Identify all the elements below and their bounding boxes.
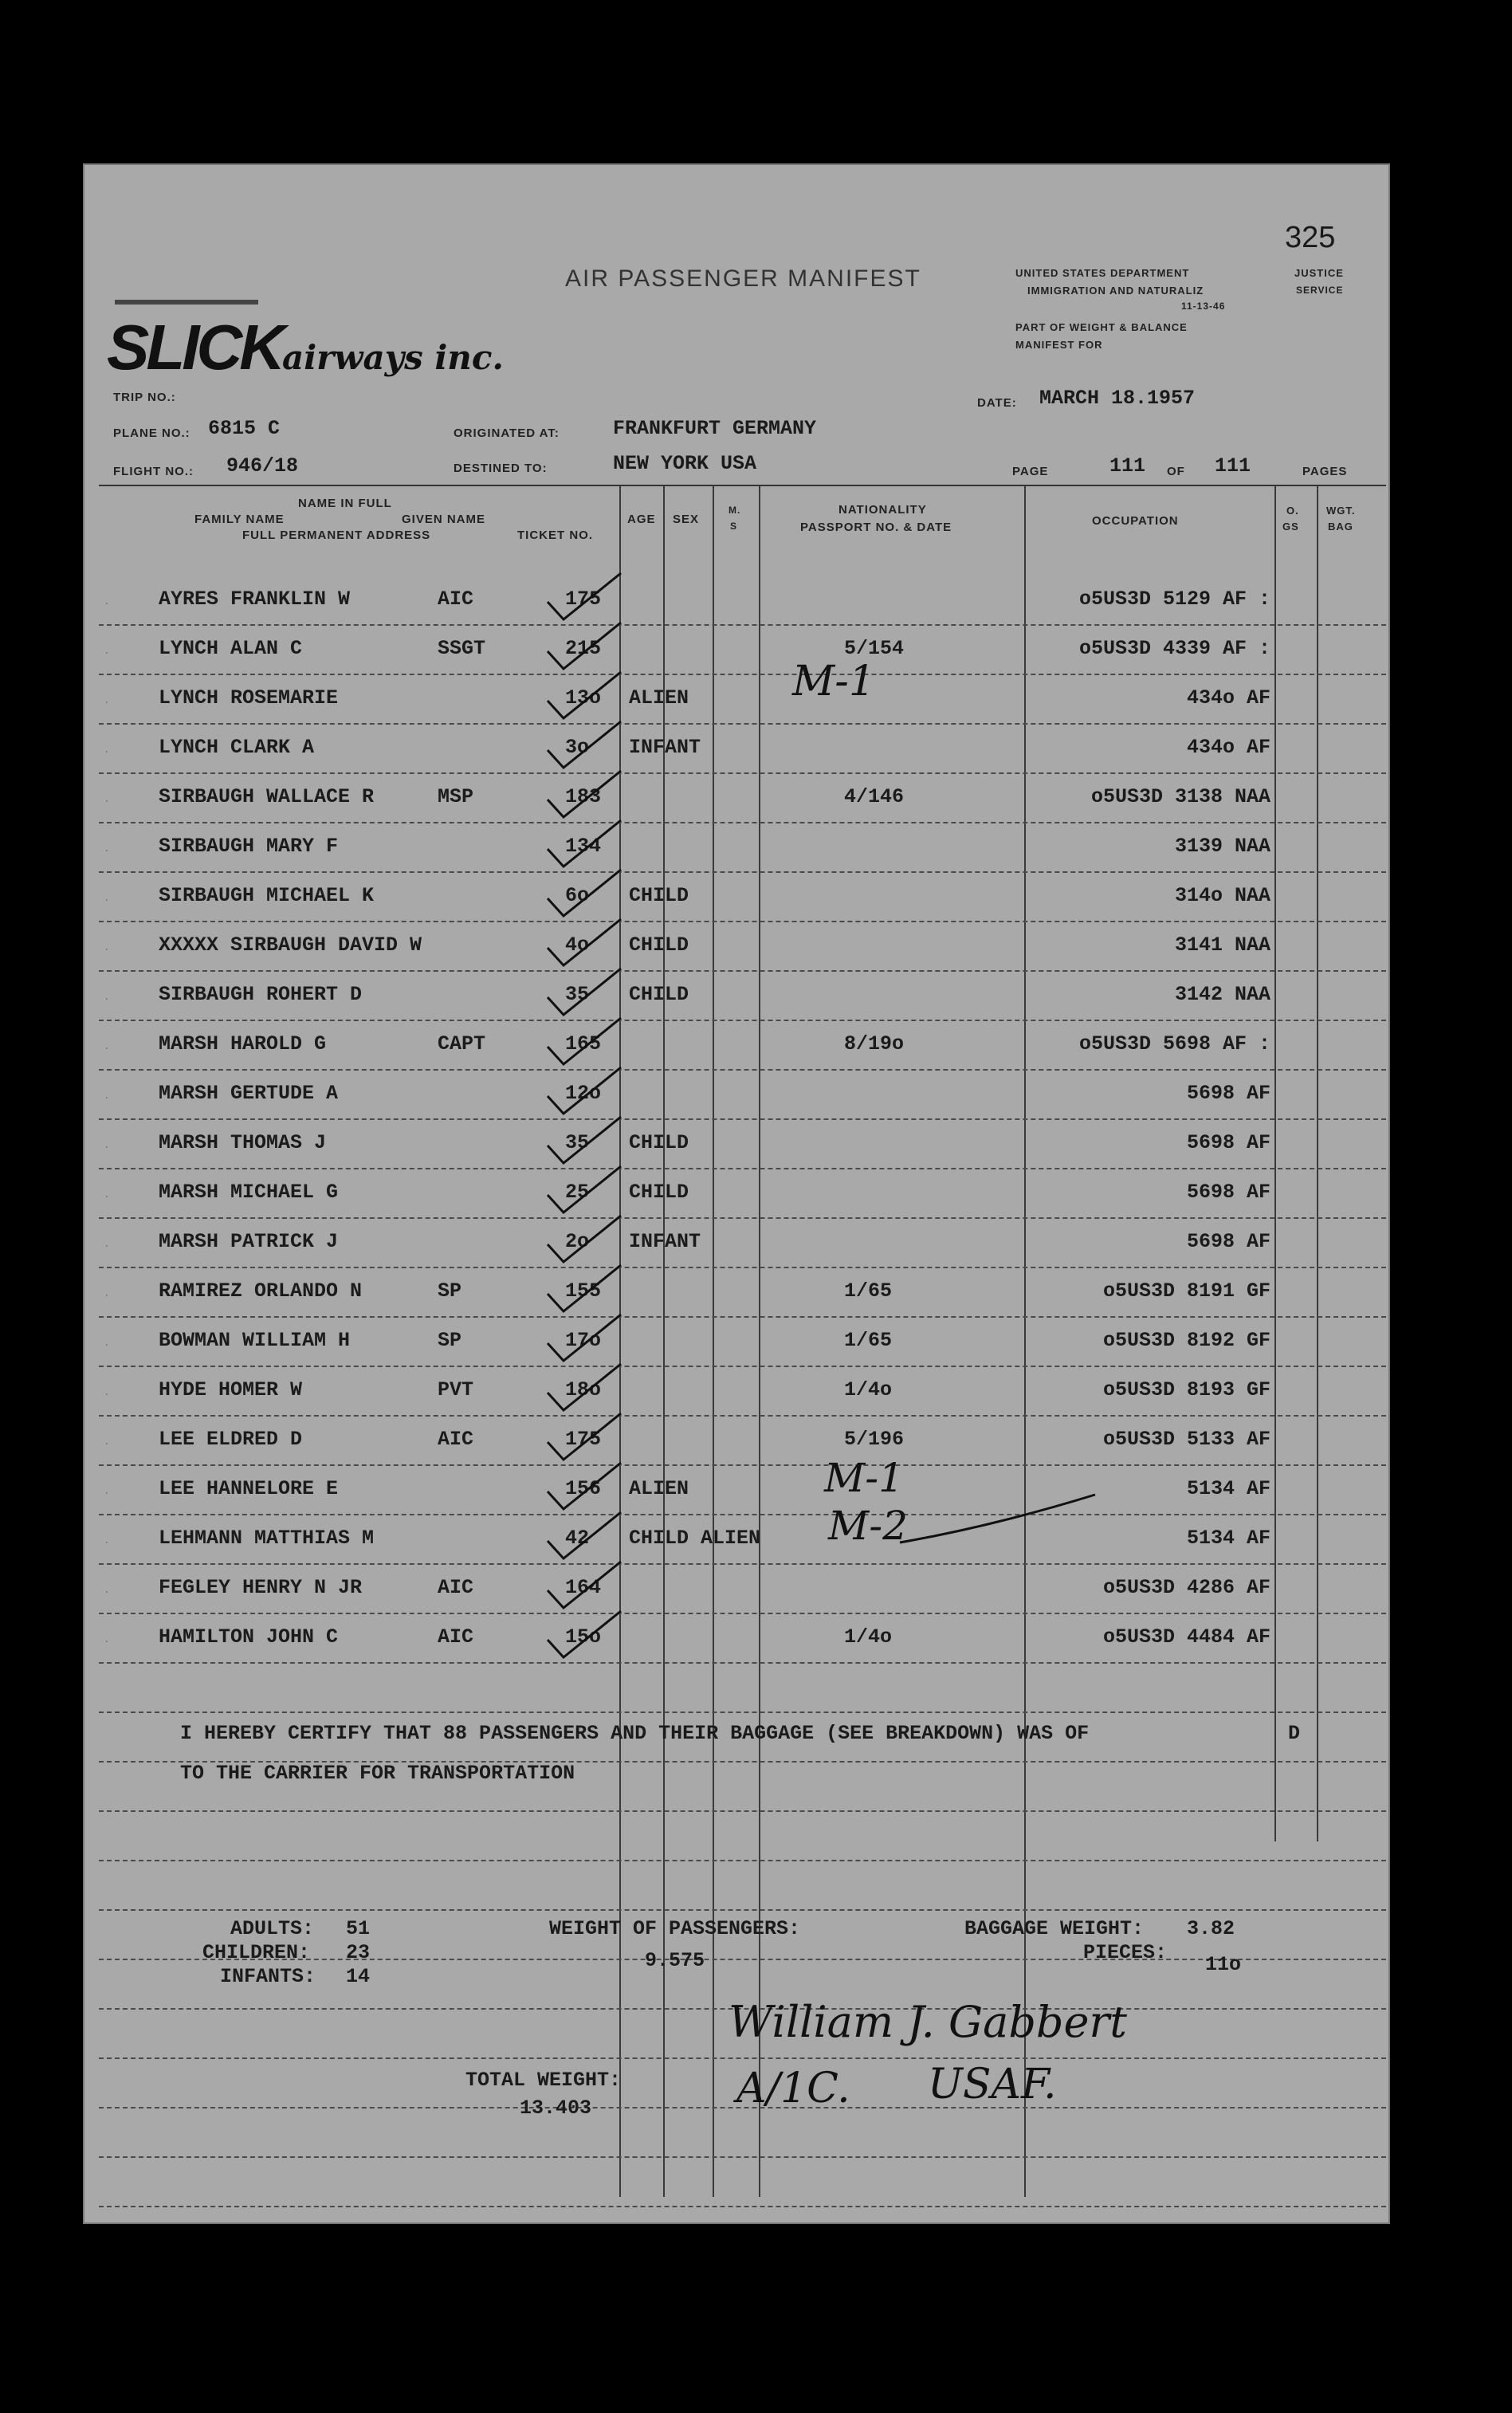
col-bags-2: GS [1282,521,1299,533]
row-number-mark: · [105,945,108,954]
handwritten-stroke [896,1487,1103,1550]
col-wgt-2: BAG [1328,521,1353,533]
handwritten-m2-lehmann: M-2 [828,1503,908,1549]
row-number-mark: · [105,846,108,855]
check-mark-icon [541,768,629,823]
passenger-name: SIRBAUGH WALLACE R [159,785,375,808]
row-rule [99,674,1386,675]
row-rule [99,1464,1386,1466]
row-rule [99,1217,1386,1219]
agency-line2b: SERVICE [1296,285,1344,296]
row-number-mark: · [105,1291,108,1300]
passenger-occupation: o5US3D 8191 GF [1102,1279,1270,1303]
page-number: 325 [1285,221,1336,254]
row-number-mark: · [105,648,108,658]
children-value: 23 [346,1941,371,1964]
row-rule [99,2057,1386,2059]
row-rule [99,624,1386,626]
date-value: MARCH 18.1957 [1039,387,1196,410]
col-line-occ [1024,486,1026,2197]
row-number-mark: · [105,1093,108,1102]
trip-label: TRIP NO.: [113,391,176,404]
check-mark-icon [541,1460,629,1515]
row-rule [99,1909,1386,1911]
passenger-rank: PVT [438,1378,474,1401]
passenger-rank: SP [438,1279,462,1303]
row-rule [99,1069,1386,1071]
agency-form-no: 11-13-46 [1181,301,1226,312]
infants-label: INFANTS: [220,1965,316,1988]
passenger-ticket: 3o [565,736,590,759]
passenger-passport: 4/146 [844,785,905,808]
col-name-family: FAMILY NAME [194,513,285,526]
passenger-name: LEHMANN MATTHIAS M [159,1527,375,1550]
passenger-occupation: o5US3D 5129 AF : [1078,588,1270,611]
row-number-mark: · [105,1637,108,1646]
passenger-passport: 1/4o [844,1625,893,1649]
check-mark-icon [541,1558,629,1614]
passenger-name: AYRES FRANKLIN W [159,588,351,611]
passenger-occupation: 5134 AF [1186,1477,1270,1500]
row-number-mark: · [105,1488,108,1498]
passenger-name: FEGLEY HENRY N JR [159,1576,363,1599]
passenger-rank: SSGT [438,637,486,660]
airline-logo [107,311,504,384]
flight-label: FLIGHT NO.: [113,465,194,478]
passenger-name: LYNCH ALAN C [159,637,303,660]
certification-line1: I HEREBY CERTIFY THAT 88 PASSENGERS AND THEIR BAGGAGE (SEE BREAKDOWN) WAS OF [180,1722,1090,1745]
col-occupation: OCCUPATION [1092,514,1179,528]
passenger-ticket: 42 [565,1527,590,1550]
passenger-ticket: 215 [565,637,602,660]
passenger-occupation: 434o AF [1186,686,1270,709]
of-label: OF [1167,465,1185,478]
passenger-name: SIRBAUGH MARY F [159,835,339,858]
row-number-mark: · [105,1587,108,1597]
passenger-age-sex: CHILD [629,884,689,907]
destined-value: NEW YORK USA [613,452,757,475]
passenger-name: MARSH MICHAEL G [159,1181,339,1204]
row-number-mark: · [105,1439,108,1448]
passenger-ticket: 17o [565,1329,602,1352]
passenger-occupation: 314o NAA [1174,884,1270,907]
passenger-rank: MSP [438,785,474,808]
passenger-age-sex: CHILD [629,933,689,957]
certification-line1-end: D [1288,1722,1301,1745]
passenger-name: MARSH HAROLD G [159,1032,327,1055]
weight-passengers-value: 9.575 [645,1949,705,1972]
row-rule [99,2206,1386,2207]
col-ticket: TICKET NO. [517,529,593,542]
col-bags-1: O. [1286,505,1299,517]
check-mark-icon [541,1212,629,1268]
passenger-ticket: 12o [565,1082,602,1105]
baggage-weight-value: 3.82 [1187,1917,1235,1940]
passenger-occupation: o5US3D 4484 AF [1102,1625,1270,1649]
handwritten-m1-lee: M-1 [824,1455,904,1501]
of-value: 111 [1215,454,1251,477]
date-label: DATE: [977,396,1017,410]
passenger-ticket: 165 [565,1032,602,1055]
passenger-age-sex: CHILD ALIEN [629,1527,761,1550]
passenger-occupation: o5US3D 8193 GF [1102,1378,1270,1401]
baggage-weight-label: BAGGAGE WEIGHT: [964,1917,1145,1940]
row-rule [99,1563,1386,1565]
col-name-address: FULL PERMANENT ADDRESS [242,529,431,542]
signature-rank: A/1C. [736,2065,850,2112]
passenger-occupation: 5698 AF [1186,1181,1270,1204]
passenger-occupation: 3139 NAA [1174,835,1270,858]
passenger-rank: CAPT [438,1032,486,1055]
col-nationality: NATIONALITY [838,503,927,517]
col-name-line1: NAME IN FULL [298,497,392,510]
row-rule [99,772,1386,774]
col-line-bags [1274,486,1276,1841]
agency-line3: PART OF WEIGHT & BALANCE [1015,321,1188,333]
passenger-age-sex: CHILD [629,1131,689,1154]
agency-line1b: JUSTICE [1294,267,1344,279]
passenger-ticket: 134 [565,835,602,858]
row-rule [99,2156,1386,2158]
row-rule [99,822,1386,823]
passenger-occupation: o5US3D 3138 NAA [1090,785,1270,808]
passenger-age-sex: INFANT [629,736,701,759]
row-rule [99,723,1386,725]
certification-line2: TO THE CARRIER FOR TRANSPORTATION [180,1762,575,1785]
passenger-passport: 5/196 [844,1428,905,1451]
total-weight-label: TOTAL WEIGHT: [465,2069,622,2092]
passenger-ticket: 155 [565,1279,602,1303]
signature: William J. Gabbert [729,1997,1127,2047]
passenger-passport: 1/4o [844,1378,893,1401]
col-sex: SEX [673,513,700,526]
passenger-passport: 1/65 [844,1329,893,1352]
row-number-mark: · [105,1192,108,1201]
passenger-occupation: o5US3D 4286 AF [1102,1576,1270,1599]
check-mark-icon [541,619,629,675]
passenger-ticket: 164 [565,1576,602,1599]
originated-value: FRANKFURT GERMANY [613,417,817,440]
row-rule [99,1712,1386,1713]
row-rule [99,970,1386,972]
manifest-sheet [83,163,1390,2224]
passenger-age-sex: ALIEN [629,1477,689,1500]
passenger-ticket: 35 [565,1131,590,1154]
page-value: 111 [1109,454,1146,477]
passenger-passport: 5/154 [844,637,905,660]
row-rule [99,1020,1386,1021]
passenger-name: LYNCH ROSEMARIE [159,686,339,709]
col-line-wgt [1317,486,1318,1841]
passenger-ticket: 35 [565,983,590,1006]
passenger-ticket: 2o [565,1230,590,1253]
row-rule [99,1168,1386,1169]
row-number-mark: · [105,698,108,707]
row-rule [99,1415,1386,1417]
header-rule [99,485,1386,486]
passenger-rank: AIC [438,1576,474,1599]
passenger-name: XXXXX SIRBAUGH DAVID W [159,933,422,957]
passenger-age-sex: CHILD [629,983,689,1006]
passenger-ticket: 183 [565,785,602,808]
row-number-mark: · [105,599,108,608]
passenger-occupation: 5698 AF [1186,1082,1270,1105]
row-rule [99,1613,1386,1614]
signature-branch: USAF. [928,2061,1057,2108]
passenger-occupation: o5US3D 4339 AF : [1078,637,1270,660]
row-number-mark: · [105,1241,108,1251]
passenger-name: LEE HANNELORE E [159,1477,339,1500]
form-title: AIR PASSENGER MANIFEST [565,265,921,292]
col-passport: PASSPORT NO. & DATE [800,521,952,534]
row-number-mark: · [105,1340,108,1350]
passenger-age-sex: ALIEN [629,686,689,709]
passenger-name: MARSH THOMAS J [159,1131,327,1154]
passenger-name: HAMILTON JOHN C [159,1625,339,1649]
pieces-value: 11o [1205,1953,1242,1976]
passenger-name: MARSH GERTUDE A [159,1082,339,1105]
row-rule [99,1267,1386,1268]
passenger-rank: SP [438,1329,462,1352]
row-rule [99,1316,1386,1318]
row-number-mark: · [105,1043,108,1053]
col-line-ms [713,486,714,2197]
passenger-occupation: o5US3D 8192 GF [1102,1329,1270,1352]
agency-line1: UNITED STATES DEPARTMENT [1015,267,1190,279]
pieces-label: PIECES: [1083,1941,1168,1964]
col-wgt-1: WGT. [1326,505,1356,517]
agency-line4: MANIFEST FOR [1015,339,1103,351]
check-mark-icon [541,1608,629,1664]
agency-line2: IMMIGRATION AND NATURALIZ [1027,285,1204,297]
check-mark-icon [541,916,629,972]
row-rule [99,1860,1386,1861]
passenger-name: MARSH PATRICK J [159,1230,339,1253]
passenger-ticket: 18o [565,1378,602,1401]
flight-value: 946/18 [226,454,299,477]
passenger-ticket: 13o [565,686,602,709]
adults-label: ADULTS: [230,1917,315,1940]
weight-passengers-label: WEIGHT OF PASSENGERS: [549,1917,801,1940]
passenger-name: BOWMAN WILLIAM H [159,1329,351,1352]
row-number-mark: · [105,1389,108,1399]
originated-label: ORIGINATED AT: [454,426,560,440]
passenger-ticket: 15o [565,1625,602,1649]
passenger-ticket: 4o [565,933,590,957]
total-weight-value: 13.403 [520,2097,592,2120]
children-label: CHILDREN: [202,1941,311,1964]
page-label: PAGE [1012,465,1049,478]
check-mark-icon [541,1311,629,1367]
check-mark-icon [541,570,629,626]
check-mark-icon [541,1015,629,1071]
passenger-name: LYNCH CLARK A [159,736,315,759]
check-mark-icon [541,1064,629,1120]
plane-value: 6815 C [208,417,281,440]
row-rule [99,1366,1386,1367]
col-name-given: GIVEN NAME [402,513,486,526]
passenger-age-sex: INFANT [629,1230,701,1253]
check-mark-icon [541,965,629,1021]
passenger-age-sex: CHILD [629,1181,689,1204]
check-mark-icon [541,669,629,725]
check-mark-icon [541,1262,629,1318]
passenger-occupation: 5698 AF [1186,1230,1270,1253]
row-number-mark: · [105,1538,108,1547]
row-number-mark: · [105,1142,108,1152]
check-mark-icon [541,1410,629,1466]
check-mark-icon [541,867,629,922]
passenger-ticket: 6o [565,884,590,907]
passenger-rank: AIC [438,588,474,611]
col-ms-1: M. [729,505,741,516]
passenger-ticket: 156 [565,1477,602,1500]
passenger-occupation: 434o AF [1186,736,1270,759]
passenger-occupation: 5698 AF [1186,1131,1270,1154]
passenger-occupation: 3142 NAA [1174,983,1270,1006]
plane-label: PLANE NO.: [113,426,190,440]
check-mark-icon [541,718,629,774]
col-ms-2: S [730,521,738,532]
row-rule [99,1810,1386,1812]
col-age: AGE [627,513,656,526]
passenger-occupation: o5US3D 5133 AF [1102,1428,1270,1451]
passenger-name: HYDE HOMER W [159,1378,303,1401]
check-mark-icon [541,1361,629,1417]
passenger-occupation: o5US3D 5698 AF : [1078,1032,1270,1055]
row-number-mark: · [105,994,108,1004]
row-rule [99,921,1386,922]
passenger-name: LEE ELDRED D [159,1428,303,1451]
check-mark-icon [541,1509,629,1565]
row-rule [99,1118,1386,1120]
infants-value: 14 [346,1965,371,1988]
destined-label: DESTINED TO: [454,462,548,475]
passenger-ticket: 25 [565,1181,590,1204]
passenger-name: SIRBAUGH ROHERT D [159,983,363,1006]
handwritten-m1-lynch: M-1 [792,658,875,705]
passenger-name: SIRBAUGH MICHAEL K [159,884,375,907]
passenger-occupation: 5134 AF [1186,1527,1270,1550]
passenger-passport: 1/65 [844,1279,893,1303]
logo-stripes: ▬▬▬▬▬▬▬▬▬ [115,291,258,309]
col-line-nat [759,486,760,2197]
passenger-ticket: 175 [565,1428,602,1451]
passenger-passport: 8/19o [844,1032,905,1055]
passenger-ticket: 175 [565,588,602,611]
airline-logo-word: SLICK [107,312,282,383]
pages-label: PAGES [1302,465,1348,478]
passenger-rank: AIC [438,1625,474,1649]
check-mark-icon [541,1114,629,1169]
row-rule [99,1514,1386,1515]
passenger-rank: AIC [438,1428,474,1451]
airline-logo-suffix: airways inc. [282,338,505,377]
row-rule [99,1662,1386,1664]
passenger-name: RAMIREZ ORLANDO N [159,1279,363,1303]
check-mark-icon [541,817,629,873]
row-number-mark: · [105,895,108,905]
row-rule [99,871,1386,873]
check-mark-icon [541,1163,629,1219]
row-number-mark: · [105,796,108,806]
adults-value: 51 [346,1917,371,1940]
row-number-mark: · [105,747,108,757]
passenger-occupation: 3141 NAA [1174,933,1270,957]
